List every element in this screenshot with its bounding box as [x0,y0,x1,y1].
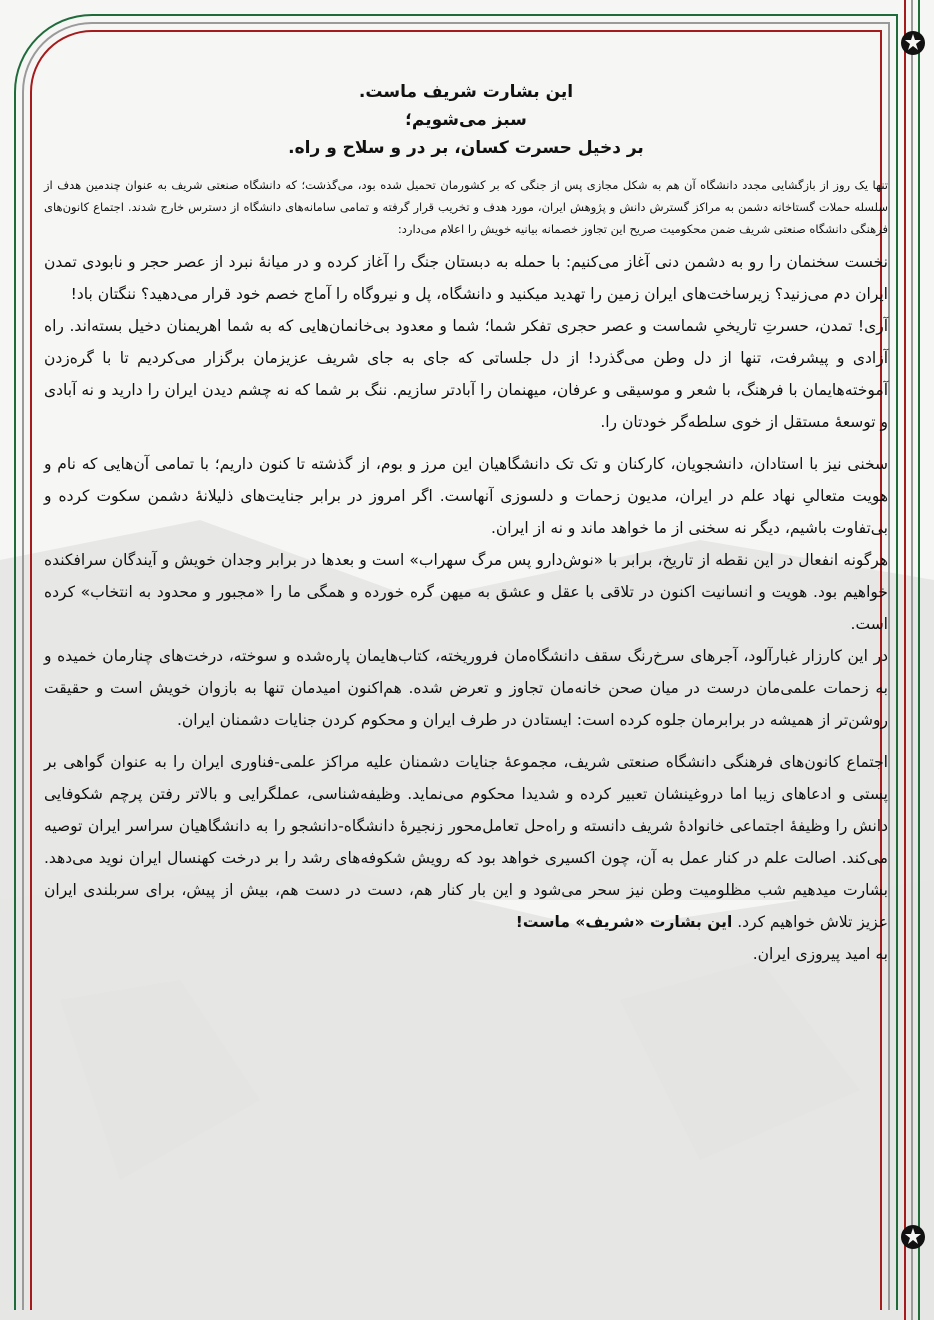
right-border-strip [902,0,926,1320]
emblem-icon [900,30,926,56]
title-line-1: این بشارت شریف ماست. [358,82,574,102]
paragraph: هرگونه انفعال در این نقطه از تاریخ، برابر با «نوش‌دارو پس مرگ سهراب» است و بعدها در برابر وجدان خویش و آیندگان سرافکنده خواهیم بود. هویت و انسانیت اکنون در تلاقی با عقل و عشق به میهن گره خورده و همگی ما را «مجبور و محدود به انتخاب» کرده است. [44,551,888,633]
signoff: به امید پیروزی ایران. [752,945,888,963]
paragraph-final-text: اجتماع کانون‌های فرهنگی دانشگاه صنعتی شریف، مجموعهٔ جنایات دشمنان علیه مراکز علمی-فناوری ایران را به عنوان گواهی بر پستی و ادعاهای زیبا اما دروغینشان تعبیر کرده و شدیدا محکوم می‌نماید. وظیفه‌شناسی، عملگرایی و بالاتر رفتن پرچم شکوفایی دانش را وظیفهٔ اجتماعی خانوادهٔ شریف دانسته و راه‌حل تعامل‌محور زنجیرهٔ دانشگاه-دانشجو را به دانشگاهیان سراسر ایران توصیه می‌کند. اصالت علم در کنار عمل به آن، چون اکسیری خواهد بود که رویش شکوفه‌های رشد را بر درخت کهنسال ایران نوید می‌دهد. بشارت میدهیم شب مظلومیت وطن نیز سحر می‌شود و این بار کنار هم، دست در دست هم، بیش از پیش، برای سربلندی ایران عزیز تلاش خواهیم کرد. [44,753,888,931]
paragraph: نخست سخنمان را رو به دشمن دنی آغاز می‌کنیم: با حمله به دبستان جنگ را آغاز کرده و در میانهٔ نبرد از عصر حجر و نابودی تمدن ایران دم می‌زنید؟ زیرساخت‌های ایران زمین را تهدید میکنید و دانشگاه، پل و نیروگاه را آماج خصم خود قرار می‌دهید؟ ننگتان باد! [44,253,888,303]
intro-paragraph: تنها یک روز از بازگشایی مجدد دانشگاه آن هم به شکل مجازی پس از جنگی که بر کشورمان تحمیل شده بود، می‌گذشت؛ که دانشگاه صنعتی شریف به عنوان چندمین هدف از سلسله حملات گستاخانه دشمن به مراکز گسترش دانش و پژوهش ایران، مورد هدف و تخریب قرار گرفته و تمامی سامانه‌های دانشگاه از دسترس خارج شدند. اجتماع کانون‌های فرهنگی دانشگاه صنعتی شریف ضمن محکومیت صریح این تجاوز خصمانه بیانیه خویش را اعلام می‌دارد: [44,178,888,236]
title-line-2: سبز می‌شویم؛ [405,110,527,130]
paragraph: سخنی نیز با استادان، دانشجویان، کارکنان و تک تک دانشگاهیان این مرز و بوم، از گذشته تا کنون داریم؛ با تمامی آن‌هایی که نام و هویت متعالیِ نهاد علم در ایران، مدیون زحمات و دلسوزی آنهاست. اگر امروز در برابر جنایت‌های ذلیلانهٔ دشمن سکوت کرده و بی‌تفاوت باشیم، دیگر نه سخنی از ما خواهد ماند و نه از ایران. [44,455,888,537]
statement-body [44,78,888,970]
title-line-3: بر دخیل حسرت کسان، بر در و سلاح و راه. [288,138,644,158]
paragraph: آری! تمدن، حسرتِ تاریخیِ شماست و عصر حجری تفکر شما؛ شما و معدود بی‌خانمان‌هایی که به شما اهریمنان دخیل بسته‌اند. راه آزادی و پیشرفت، تنها از دل وطن می‌گذرد! از دل جلساتی که جای به جای شریف عزیزمان برگزار می‌کردیم تا با گره‌زدن آموخته‌هایمان با فرهنگ، با شعر و موسیقی و عرفان، میهنمان را آبادتر سازیم. ننگ بر شما که نه چشم دیدن ایران را دارید و نه آبادی و توسعهٔ مستقل از خوی سلطه‌گر خودتان را. [44,317,888,431]
paragraph: در این کارزار غبارآلود، آجرهای سرخ‌رنگ سقف دانشگاه‌مان فروریخته، کتاب‌هایمان پاره‌شده و سوخته، درخت‌های چنارمان خمیده و به زحمات علمی‌مان درست در میان صحن خانه‌مان تجاوز و تعرض شده. هم‌اکنون امیدمان تنها به بازوان خویش است و حقیقت روشن‌تر از همیشه در برابرمان جلوه کرده است: ایستادن در طرف ایران و محکوم کردن جنایات دشمنان ایران. [44,647,888,729]
statement-title [44,78,888,162]
closing-bold-text: این بشارت «شریف» ماست! [515,913,733,931]
paragraph-final [44,746,888,938]
emblem-icon [900,1224,926,1250]
